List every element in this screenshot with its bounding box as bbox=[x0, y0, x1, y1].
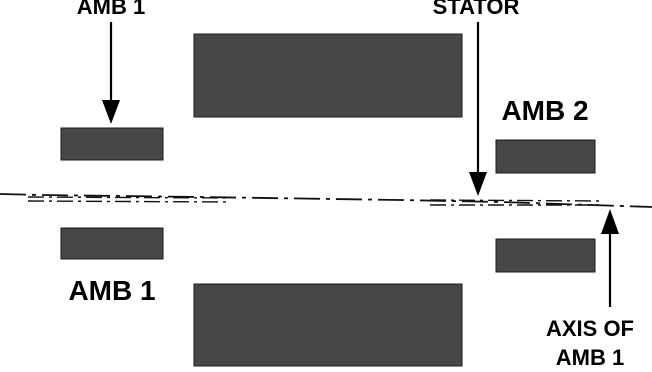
axis-of-amb1-label-line2: AMB 1 bbox=[555, 345, 625, 370]
arrowhead-down-icon bbox=[469, 172, 487, 196]
stator-pointer-arrow bbox=[469, 22, 487, 196]
amb1-pointer-arrow bbox=[102, 22, 120, 124]
stator-label: STATOR bbox=[432, 0, 520, 19]
arrowhead-up-icon bbox=[601, 209, 619, 234]
amb2-upper-block bbox=[496, 140, 595, 173]
amb1-upper-block bbox=[61, 128, 163, 160]
stator-upper-block bbox=[194, 34, 462, 117]
amb1-axis-lower-line bbox=[28, 201, 230, 202]
stator-lower-block bbox=[194, 284, 462, 366]
axis-of-amb1-pointer-arrow bbox=[601, 209, 619, 307]
amb1-axis-upper-line bbox=[28, 197, 230, 198]
axis-of-amb1-label-line1: AXIS OF bbox=[545, 316, 635, 341]
amb1-bottom-label: AMB 1 bbox=[68, 275, 156, 306]
amb2-label: AMB 2 bbox=[501, 95, 589, 126]
arrowhead-down-icon bbox=[102, 100, 120, 124]
axis-lines bbox=[0, 194, 652, 207]
amb1-lower-block bbox=[61, 228, 163, 259]
amb2-lower-block bbox=[496, 239, 595, 272]
amb1-top-label: AMB 1 bbox=[76, 0, 146, 19]
